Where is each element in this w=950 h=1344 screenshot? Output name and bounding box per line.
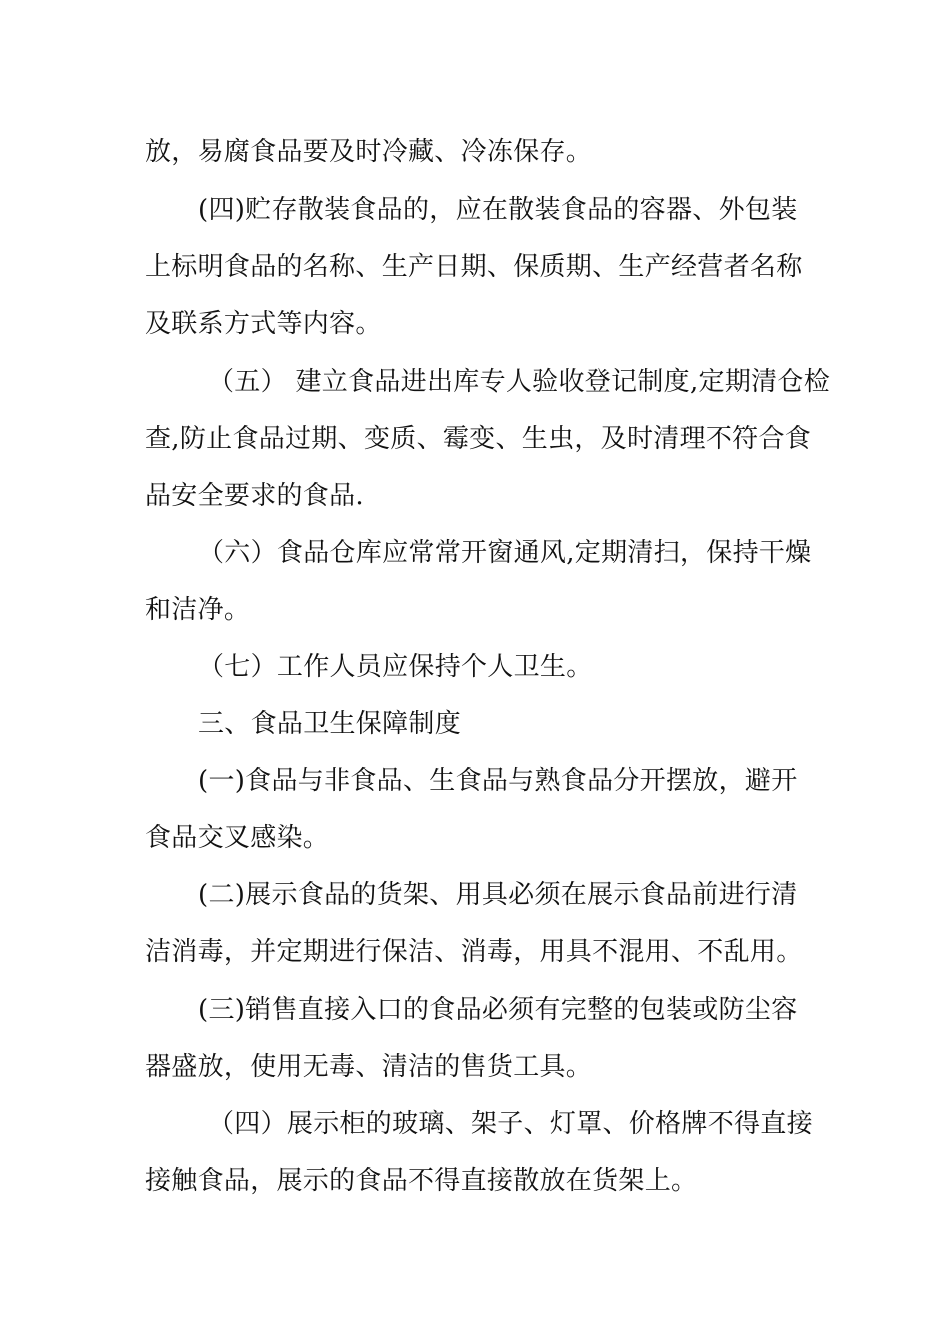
section-heading: 三、食品卫生保障制度 xyxy=(198,709,462,739)
text-line: (一)食品与非食品、生食品与熟食品分开摆放，避开 xyxy=(198,766,798,796)
text-line: 食品交叉感染。 xyxy=(145,823,330,853)
text-line: （四）展示柜的玻璃、架子、灯罩、价格牌不得直接 xyxy=(208,1109,813,1139)
text-line: 接触食品，展示的食品不得直接散放在货架上。 xyxy=(145,1166,698,1196)
text-line: （五） 建立食品进出库专人验收登记制度,定期清仓检 xyxy=(208,367,831,397)
text-line: 品安全要求的食品. xyxy=(145,481,364,511)
text-line: 查,防止食品过期、变质、霉变、生虫，及时清理不符合食 xyxy=(145,424,812,454)
text-line: 放，易腐食品要及时冷藏、冷冻保存。 xyxy=(145,137,593,167)
text-line: (四)贮存散装食品的，应在散装食品的容器、外包装 xyxy=(198,195,798,225)
text-line: 洁消毒，并定期进行保洁、消毒，用具不混用、不乱用。 xyxy=(145,937,803,967)
text-line: 和洁净。 xyxy=(145,595,251,625)
text-line: (三)销售直接入口的食品必须有完整的包装或防尘容 xyxy=(198,995,798,1025)
text-line: 上标明食品的名称、生产日期、保质期、生产经营者名称 xyxy=(145,252,803,282)
text-line: （六）食品仓库应常常开窗通风,定期清扫，保持干燥 xyxy=(198,538,812,568)
text-line: (二)展示食品的货架、用具必须在展示食品前进行清 xyxy=(198,880,798,910)
text-line: （七）工作人员应保持个人卫生。 xyxy=(198,652,593,682)
text-line: 及联系方式等内容。 xyxy=(145,309,382,339)
text-line: 器盛放，使用无毒、清洁的售货工具。 xyxy=(145,1052,593,1082)
